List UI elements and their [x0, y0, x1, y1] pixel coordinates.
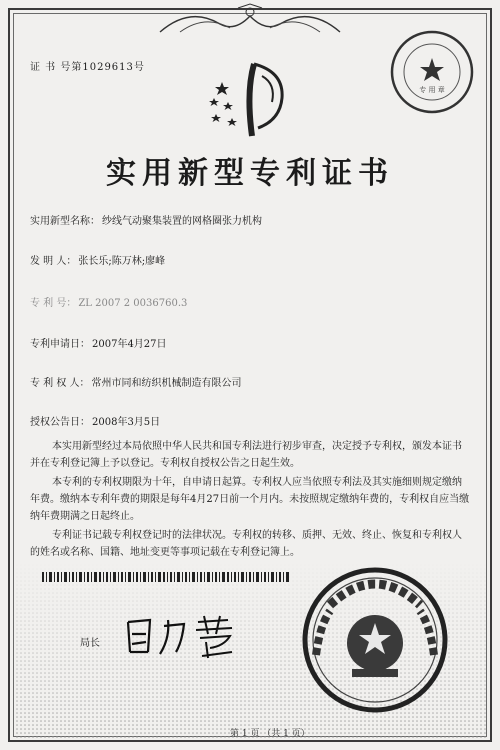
paragraph-legal-status: 专利证书记载专利权登记时的法律状况。专利权的转移、质押、无效、终止、恢复和专利权人的姓名或名称、国籍、地址变更等事项记载在专利登记簿上。 [30, 530, 462, 558]
field-label: 发 明 人： [30, 256, 77, 267]
utility-model-name-row [30, 212, 262, 227]
director-label: 局长 [80, 638, 100, 649]
patent-office-emblem-icon [202, 58, 298, 142]
application-date-row [30, 335, 167, 350]
top-ornament-icon [150, 2, 350, 38]
field-label: 授权公告日： [30, 417, 90, 428]
field-label: 专 利 权 人： [30, 378, 90, 389]
field-value: 2007年4月27日 [92, 339, 167, 350]
page-footer: 第 1 页 （共 1 页） [230, 729, 310, 739]
field-label: 实用新型名称： [30, 216, 100, 227]
field-value: 2008年3月5日 [92, 417, 161, 428]
announcement-date-row [30, 413, 160, 428]
certificate-number: 证 书 号第1029613号 [30, 62, 145, 73]
paragraph-term: 本专利的专利权期限为十年，自申请日起算。专利权人应当依照专利法及其实施细则规定缴纳年费。缴纳本专利年费的期限是每年4月27日前一个月内。未按照规定缴纳年费的，专利权自应当缴纳年费期满之日起终止。 [30, 477, 470, 522]
field-value: 常州市同和纺织机械制造有限公司 [91, 378, 242, 389]
barcode-icon [42, 572, 292, 582]
field-value: 纱线气动聚集装置的网格圈张力机构 [102, 216, 262, 227]
inventor-row [30, 252, 165, 267]
top-official-seal-icon [388, 28, 476, 116]
paragraph-grant: 本实用新型经过本局依照中华人民共和国专利法进行初步审查，决定授予专利权，颁发本证书并在专利登记簿上予以登记。专利权自授权公告之日起生效。 [30, 441, 462, 469]
certificate-title: 实用新型专利证书 [106, 156, 394, 191]
bottom-official-seal-icon [300, 565, 450, 715]
patentee-row [30, 374, 242, 389]
svg-text:专 用 章: 专 用 章 [419, 86, 445, 94]
patent-number-row [30, 294, 187, 309]
field-value: ZL 2007 2 0036760.3 [78, 298, 188, 309]
field-value: 张长乐;陈万林;廖峰 [78, 256, 166, 267]
field-label: 专 利 号： [30, 298, 77, 309]
director-signature-icon [120, 612, 250, 660]
field-label: 专利申请日： [30, 339, 90, 350]
